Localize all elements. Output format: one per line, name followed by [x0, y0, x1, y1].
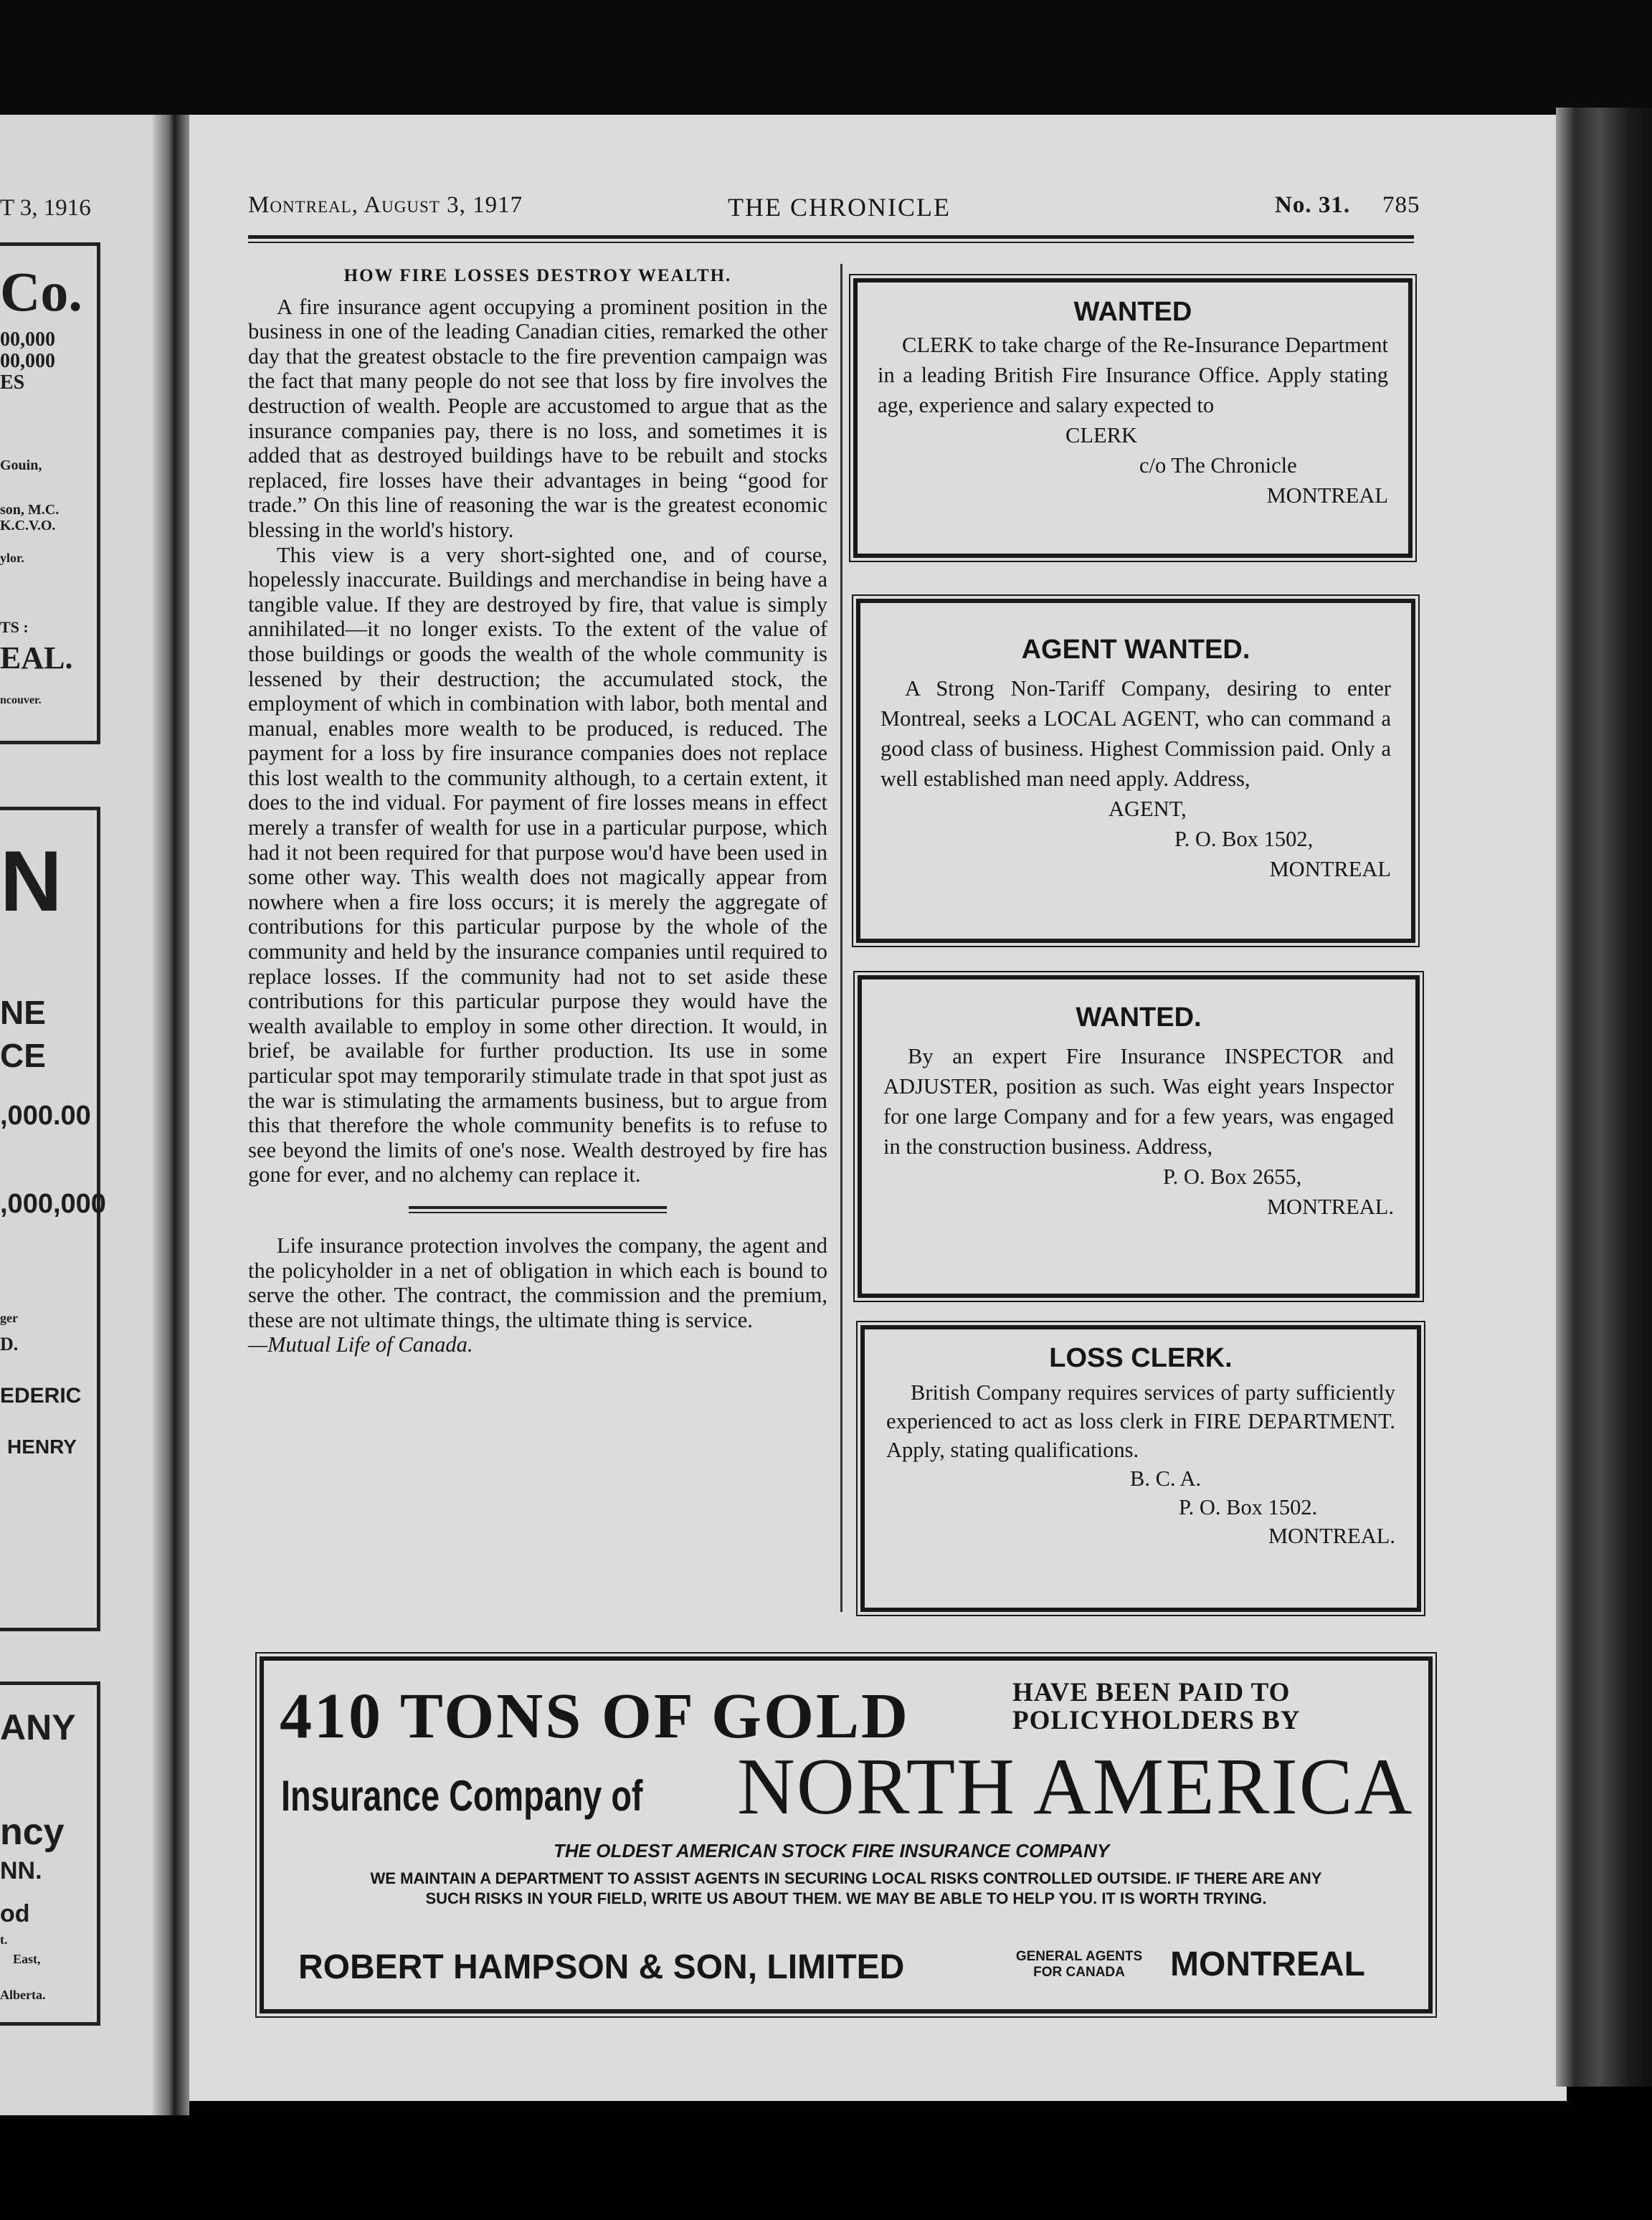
- article-paragraph: This view is a very short-sighted one, and of course, hopelessly inaccurate. Buildings and merchandise in being have a tangible value. If they are destroyed by fire, that value is simply annihilated—it no longer exists. To the extent of the value of those buildings or goods the wealth of the whole community is lessened by their destruction; the accumulated stock, the employment of which in combination with labor, both mental and manual, enables more wealth to be produced, is reduced. The payment for a loss by fire insurance companies does not replace this lost wealth to the community although, to a certain extent, it does to the ind vidual. For payment of fire losses means in effect merely a transfer of wealth for use in a particular purpose, which had it not been required for that purpose wou'd have been used in some other way. This wealth does not magically appear from nowhere when a fire loss occurs; it is merely the aggregate of contributions for this particular purpose by the whole of the community and held by the insurance companies until required to replace losses. If the community had not to set aside these contributions for this particular purpose they would have the wealth available to employ in some other direction. It would, in brief, be available for further production. Its use in some particular spot may temporarily stimulate trade in that spot just as the war is stimulating the armaments business, but to argue from this that therefore the whole community benefits is to refuse to see beyond the limits of one's nose. Wealth destroyed by fire has gone for ever, and no alchemy can replace it.: [248, 542, 827, 1187]
- left-text: D.: [0, 1334, 19, 1355]
- ad-address: AGENT,: [1109, 797, 1187, 821]
- left-text: Co.: [0, 260, 82, 323]
- left-text: N: [0, 833, 62, 929]
- ad-tagline: THE OLDEST AMERICAN STOCK FIRE INSURANCE COMPANY: [554, 1840, 1110, 1861]
- ad-address: B. C. A.: [1130, 1466, 1202, 1491]
- running-header-title: THE CHRONICLE: [728, 193, 951, 222]
- running-header-issue: No. 31.: [1275, 192, 1351, 218]
- ad-title: LOSS CLERK.: [1049, 1343, 1233, 1373]
- ad-body: A Strong Non-Tariff Company, desiring to enter Montreal, seeks a LOCAL AGENT, who can command a good class of business. Highest Commission paid. Only a well established man need apply. Address,: [880, 676, 1391, 791]
- ad-company-name: NORTH AMERICA: [737, 1742, 1414, 1831]
- ad-company-prefix: Insurance Company of: [281, 1772, 643, 1820]
- ad-paid-line: POLICYHOLDERS BY: [1012, 1706, 1301, 1735]
- left-text: NE: [0, 994, 46, 1031]
- ad-address: P. O. Box 2655,: [1163, 1164, 1302, 1189]
- left-text: 00,000: [0, 328, 55, 351]
- left-text: son, M.C.: [0, 502, 60, 518]
- left-text: Gouin,: [0, 457, 42, 473]
- classified-ad-inspector-wanted: [858, 975, 1420, 1298]
- classified-ad-agent-wanted: [856, 599, 1415, 943]
- article-paragraph: A fire insurance agent occupying a prominent position in the business in one of the leading Canadian cities, remarked the other day that the greatest obstacle to the fire prevention campaign was the fact that many people do not see that loss by fire involves the destruction of wealth. People are accustomed to argue that as the insurance companies pay, there is no loss, and sometimes it is added that as destroyed buildings have to be rebuilt and stocks replaced, fire losses have their advantages in being “good for trade.” On this line of reasoning the war is the greatest economic blessing in the world's history.: [248, 294, 827, 542]
- article: [248, 264, 827, 1357]
- ad-body: CLERK to take charge of the Re-Insurance Department in a leading British Fire Insurance Office. Apply stating age, experience and salary expected to: [878, 333, 1388, 417]
- book-gutter: [152, 115, 189, 2115]
- header-rule: [248, 242, 1414, 243]
- left-text: ANY: [0, 1707, 76, 1747]
- ad-title: WANTED.: [1076, 1002, 1202, 1033]
- ad-general-agents-label: FOR CANADA: [1033, 1965, 1125, 1980]
- ad-headline: 410 TONS OF GOLD: [280, 1681, 911, 1752]
- left-text: TS :: [0, 618, 29, 636]
- ad-address: P. O. Box 1502,: [1174, 827, 1314, 851]
- left-page-header: T 3, 1916: [0, 195, 91, 221]
- left-text: t.: [0, 1932, 8, 1947]
- left-text: K.C.V.O.: [0, 518, 56, 533]
- header-rule: [248, 235, 1414, 239]
- ad-paid-line: HAVE BEEN PAID TO: [1012, 1678, 1291, 1707]
- separator-rule: [409, 1206, 667, 1213]
- left-text: Alberta.: [0, 1988, 46, 2002]
- ad-general-agent: ROBERT HAMPSON & SON, LIMITED: [298, 1948, 905, 1986]
- page-number: 785: [1382, 192, 1420, 218]
- running-header-date: Montreal, August 3, 1917: [248, 192, 523, 218]
- left-text: East,: [13, 1952, 41, 1966]
- left-text: ES: [0, 371, 25, 394]
- classified-ad-wanted-clerk: [853, 278, 1413, 558]
- left-text: od: [0, 1900, 30, 1927]
- column-rule: [840, 264, 842, 1612]
- left-text: ger: [0, 1311, 18, 1325]
- ad-address: MONTREAL.: [1266, 1195, 1394, 1219]
- scan-background-top: [0, 0, 1652, 125]
- ad-body: By an expert Fire Insurance INSPECTOR and ADJUSTER, position as such. Was eight years Inspector for one large Company and for a few years, was engaged in the construction business. Address,: [883, 1044, 1394, 1159]
- ad-address: MONTREAL.: [1268, 1524, 1395, 1548]
- left-text: HENRY: [7, 1436, 77, 1458]
- ad-maintain-line: WE MAINTAIN A DEPARTMENT TO ASSIST AGENTS IN SECURING LOCAL RISKS CONTROLLED OUTSIDE. IF THERE ARE ANY: [370, 1869, 1322, 1887]
- ad-maintain-line: SUCH RISKS IN YOUR FIELD, WRITE US ABOUT THEM. WE MAY BE ABLE TO HELP YOU. IT IS WORTH TRYING.: [425, 1889, 1267, 1907]
- ad-body: British Company requires services of party sufficiently experienced to act as loss clerk in FIRE DEPARTMENT. Apply, stating qualifications.: [886, 1380, 1395, 1462]
- article-paragraph: Life insurance protection involves the company, the agent and the policyholder in a net of obligation in which each is bound to serve the other. The contract, the commission and the premium, these are not ultimate things, the ultimate thing is service.: [248, 1233, 827, 1332]
- left-text: NN.: [0, 1857, 42, 1884]
- left-text: CE: [0, 1037, 46, 1074]
- ad-address: MONTREAL: [1266, 483, 1388, 508]
- left-text: EAL.: [0, 640, 73, 675]
- left-text: ylor.: [0, 551, 24, 565]
- ad-address: P. O. Box 1502.: [1179, 1495, 1318, 1519]
- ad-general-agents-label: GENERAL AGENTS: [1015, 1949, 1143, 1964]
- classified-ad-loss-clerk: [860, 1325, 1421, 1612]
- ad-title: WANTED: [1073, 297, 1192, 327]
- left-text: ,000,000: [0, 1189, 106, 1219]
- ad-address: c/o The Chronicle: [1139, 453, 1297, 478]
- left-text: ,000.00: [0, 1101, 91, 1131]
- ad-address: CLERK: [1065, 423, 1137, 447]
- article-attribution: —Mutual Life of Canada.: [248, 1332, 473, 1357]
- ad-title: AGENT WANTED.: [1021, 635, 1250, 665]
- left-text: 00,000: [0, 350, 55, 372]
- left-text: EDERIC: [0, 1384, 82, 1408]
- left-text: ncy: [0, 1811, 65, 1853]
- book-edge: [1556, 108, 1652, 2087]
- ad-address: MONTREAL: [1269, 857, 1391, 881]
- ad-city: MONTREAL: [1170, 1945, 1365, 1983]
- article-title: HOW FIRE LOSSES DESTROY WEALTH.: [343, 266, 732, 285]
- left-text: ncouver.: [0, 694, 42, 706]
